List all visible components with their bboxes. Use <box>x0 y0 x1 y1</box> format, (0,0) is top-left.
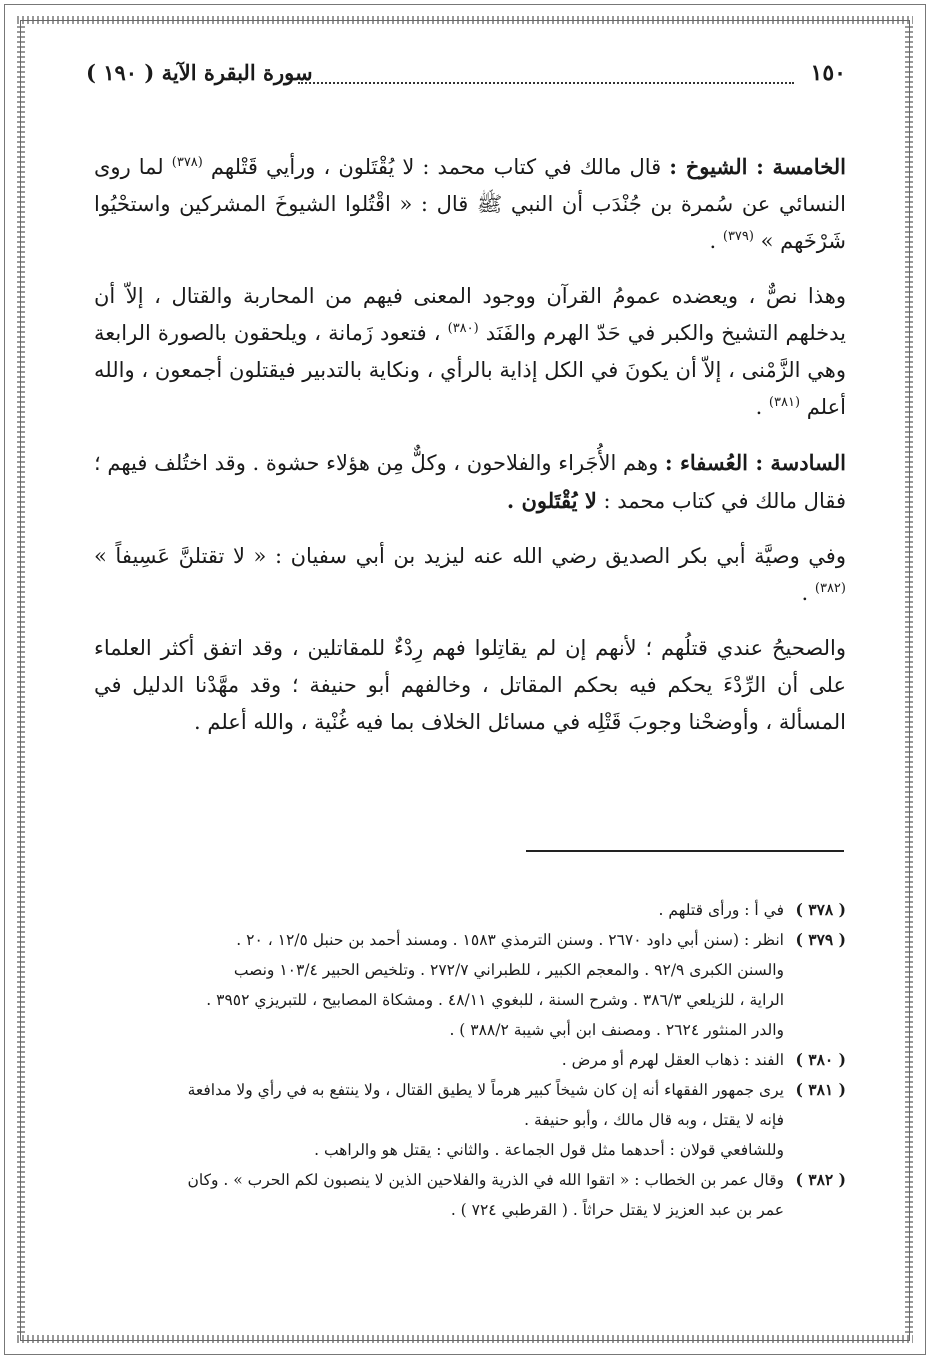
footnote-381 <box>94 1075 846 1165</box>
paragraph-text: وفي وصيَّة أبي بكر الصديق رضي الله عنه ليزيد بن أبي سفيان : « لا تقتلنَّ عَسِيفاً » <box>94 544 846 568</box>
paragraph-text: وهم الأُجَراء والفلاحون ، وكلٌّ مِن هؤلاء حشوة . وقد اختُلف فيهم ؛ فقال مالك في كتاب محمد : <box>94 451 846 513</box>
page-number: ١٥٠ <box>810 60 846 86</box>
footnote-ref: (٣٧٨) <box>171 155 203 170</box>
paragraph-conclusion <box>94 630 846 741</box>
paragraph-text: والصحيحُ عندي قتلُهم ؛ لأنهم إن لم يقاتِلوا فهم رِدْءٌ للمقاتلين ، وقد اتفق أكثر العلماء على أن الرِّدْءَ يحكم فيه بحكم المقاتل ، وخالفهم أبو حنيفة ؛ وقد مهَّدْنا الدليل في المسألة ، وأوضحْنا وجوبَ قَتْلِه في مسائل الخلاف بما فيه غُنْية ، والله أعلم . <box>94 636 846 734</box>
section-lead: السادسة : العُسفاء : <box>664 450 846 475</box>
footnote-line: يرى جمهور الفقهاء أنه إن كان شيخاً كبير هرماً لا يطيق القتال ، ولا ينتفع به في رأي ولا مدافعة <box>187 1081 784 1099</box>
section-lead: الخامسة : الشيوخ : <box>669 154 846 179</box>
footnote-number: ( ٣٧٩ ) <box>795 930 846 949</box>
paragraph-text: . <box>801 581 815 605</box>
footnote-line: والسنن الكبرى ٩٢/٩ . والمعجم الكبير ، للطبراني ٢٧٢/٧ . وتلخيص الحبير ١٠٣/٤ ونصب <box>233 961 784 979</box>
footnote-separator <box>526 850 844 852</box>
footnote-379 <box>94 925 846 1045</box>
paragraph-commentary <box>94 278 846 426</box>
header-leader-dots <box>298 82 794 84</box>
footnote-ref: (٣٧٩) <box>722 229 754 244</box>
footnote-line: وللشافعي قولان : أحدهما مثل قول الجماعة . والثاني : يقتل هو والراهب . <box>314 1141 784 1159</box>
footnote-ref: (٣٨١) <box>768 395 801 410</box>
footnotes <box>94 895 846 1225</box>
footnote-text <box>94 925 784 1045</box>
footnote-text <box>94 895 784 925</box>
paragraph-sixth-hirelings <box>94 444 846 520</box>
footnote-line: انظر : (سنن أبي داود ٢٦٧٠ . وسنن الترمذي ١٥٨٣ . ومسند أحمد بن حنبل ١٢/٥ ، ٢٠ . <box>236 931 784 949</box>
footnote-ref: (٣٨٢) <box>814 581 846 596</box>
footnote-number: ( ٣٧٨ ) <box>795 900 846 919</box>
footnote-line: الراية ، للزيلعي ٣٨٦/٣ . وشرح السنة ، للبغوي ٤٨/١١ . ومشكاة المصابيح ، للتبريزي ٣٩٥٢ . <box>206 991 784 1009</box>
paragraph-fifth-elders <box>94 148 846 260</box>
paragraph-text: وهذا نصٌّ ، ويعضده عمومُ القرآن ووجود المعنى فيهم من المحاربة والقتال ، إلاّ أن يدخلهم التشيخ والكبر في حَدّ الهرم والفَنَد <box>94 284 846 345</box>
footnote-text <box>94 1075 784 1165</box>
paragraph-text: . <box>755 395 769 419</box>
footnote-380 <box>94 1045 846 1075</box>
footnote-382 <box>94 1165 846 1225</box>
footnote-line: فإنه لا يقتل ، وبه قال مالك ، وأبو حنيفة . <box>524 1111 784 1129</box>
page-header <box>86 60 846 94</box>
running-title: سورة البقرة الآية ( ١٩٠ ) <box>86 60 313 85</box>
paragraph-abu-bakr-advice <box>94 538 846 612</box>
footnote-number: ( ٣٨١ ) <box>795 1080 846 1099</box>
footnote-number: ( ٣٨٠ ) <box>795 1050 846 1069</box>
paragraph-text: قال مالك في كتاب محمد : لا يُقْتَلون ، ورأيي قَتْلهم <box>202 155 670 179</box>
footnote-number: ( ٣٨٢ ) <box>795 1170 846 1189</box>
paragraph-bold-text: لا يُقْتَلون . <box>506 488 597 513</box>
footnote-text <box>94 1165 784 1225</box>
paragraph-text: ، فتعود زَمانة ، ويلحقون بالصورة الرابعة وهي الزَّمْنى ، إلاّ أن يكونَ في الكل إذاية بالرأي ، ونكاية بالتدبير فيقتلون أجمعون ، والله أعلم <box>94 321 846 419</box>
footnote-line: في أ : ورأى قتلهم . <box>658 901 784 919</box>
footnote-line: الفند : ذهاب العقل لهرم أو مرض . <box>561 1051 784 1069</box>
footnote-ref: (٣٨٠) <box>447 321 479 336</box>
paragraph-text: لما روى النسائي عن سُمرة بن جُنْدَب أن النبي ﷺ قال : « اقْتُلوا الشيوخَ المشركين واستحْيُوا شَرْخَهم » <box>94 155 846 253</box>
footnote-text <box>94 1045 784 1075</box>
paragraph-text: . <box>709 229 723 253</box>
footnote-line: عمر بن عبد العزيز لا يقتل حراثاً . ( القرطبي ٧٢٤ ) . <box>450 1201 784 1219</box>
footnote-378 <box>94 895 846 925</box>
main-text <box>94 148 846 759</box>
footnote-line: وقال عمر بن الخطاب : « اتقوا الله في الذرية والفلاحين الذين لا ينصبون لكم الحرب » . وكان <box>187 1171 784 1189</box>
footnote-line: والدر المنثور ٢٦٢٤ . ومصنف ابن أبي شيبة ٣٨٨/٢ ) . <box>449 1021 784 1039</box>
